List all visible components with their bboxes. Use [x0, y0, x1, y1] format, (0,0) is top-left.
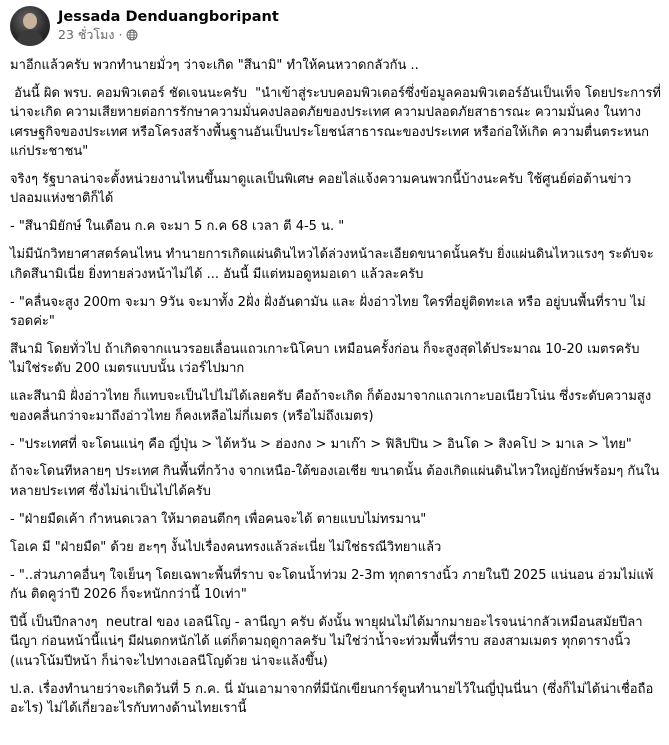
- post-header: [10, 0, 663, 50]
- separator-dot: ·: [118, 27, 123, 42]
- post-paragraph: สึนามิ โดยทั่วไป ถ้าเกิดจากแนวรอยเลื่อนแถวเกาะนิโคบา เหมือนครั้งก่อน ก็จะสูงสุดได้ประมาณ 10-20 เมตรครับ ไม่ใช่ระดับ 200 เมตรแบบนั้น เว่อร์ไปมาก: [10, 341, 644, 377]
- post-timestamp[interactable]: 23 ชั่วโมง: [58, 27, 115, 42]
- globe-icon[interactable]: [126, 29, 138, 41]
- post-paragraph: - "ฝ่ายมืดเค้า กำหนดเวลา ให้มาตอนตีกๆ เพื่อคนจะได้ ตายแบบไม่ทรมาน": [10, 511, 427, 527]
- post-paragraph: ปีนี้ เป็นปีกลางๆ neutral ของ เอลนีโญ - ลานีญา ครับ ดังนั้น พายุฝนไม่ได้มากมายอะไรจนน่ากลัวเหมือนสมัยปีลานีญา ก่อนหน้านี้แน่ๆ มีฝนตกหนักได้ แต่ก็ตามฤดูกาลครับ ไม่ใช่ว่าน้ำจะท่วมพื้นที่ราบ สองสามเมตร ทุกตารางนิ้ว (แนวโน้มปีหน้า ก็น่าจะไปทางเอลนีโญด้วย น่าจะแล้งขึ้น): [10, 614, 643, 669]
- post-subline: [58, 26, 279, 44]
- post-paragraph: - "..ส่วนภาคอื่นๆ ใจเย็นๆ โดยเฉพาะพื้นที่ราบ จะโดนน้ำท่วม 2-3m ทุกตารางนิ้ว ภายในปี 2025 แน่นอน อ่วมไม่แพ้กัน ติดคูว่าปี 2026 ก็จะหนักกว่านี้ 10เท่า": [10, 567, 654, 602]
- post-paragraph: - "ประเทศที่ จะโดนแน่ๆ คือ ญี่ปุ่น > ไต้หวัน > ฮ่องกง > มาเก๊า > ฟิลิปปิน > อินโด > สิงคโป > มาเล > ไทย": [10, 436, 632, 452]
- post-paragraph: - "สึนามิยักษ์ ในเดือน ก.ค จะมา 5 ก.ค 68 เวลา ตี 4-5 น. ": [10, 219, 345, 235]
- post-paragraph: ถ้าจะโดนทีหลายๆ ประเทศ กินพื้นที่กว้าง จากเหนือ-ใต้ของเอเชีย ขนาดนั้น ต้องเกิดแผ่นดินไหวใหญ่ยักษ์พร้อมๆ กันในหลายประเทศ ซึ่งไม่น่าเป็นไปได้ครับ: [10, 464, 660, 499]
- post-paragraph: และสึนามิ ฝั่งอ่าวไทย ก็แทบจะเป็นไปไม่ได้เลยครับ คือถ้าจะเกิด ก็ต้องมาจากแถวเกาะบอเนียวโน่น ซึ่งระดับความสูงของคลื่นกว่าจะมาถึงอ่าวไทย ก็คงเหลือไม่กี่เมตร (หรือไม่ถึงเมตร): [10, 389, 652, 424]
- post-meta: [58, 8, 279, 44]
- author-name[interactable]: Jessada Denduangboripant: [58, 9, 279, 25]
- avatar[interactable]: [10, 6, 50, 46]
- post-paragraph: โอเค มี "ฝ่ายมืด" ด้วย ฮะๆๆ งั้นไปเรื่องคนทรงแล้วล่ะเนี่ย ไม่ใช่ธรณีวิทยาแล้ว: [10, 539, 442, 555]
- post-paragraph: อันนี้ ผิด พรบ. คอมพิวเตอร์ ชัดเจนนะครับ "นำเข้าสู่ระบบคอมพิวเตอร์ซึ่งข้อมูลคอมพิวเตอร์อันเป็นเท็จ โดยประการที่น่าจะเกิด ความเสียหายต่อการรักษาความมั่นคงปลอดภัยของประเทศ ความปลอดภัยสาธารณะ ความมั่นคง ในทางเศรษฐกิจของประเทศ หรือโครงสร้างพื้นฐานอันเป็นประโยชน์สาธารณะของประเทศ หรือก่อให้เกิด ความตื่นตระหนกแก่ประชาชน": [10, 85, 661, 160]
- post-paragraph: ป.ล. เรื่องทำนายว่าจะเกิดวันที่ 5 ก.ค. นี่ มันเอามาจากที่มีนักเขียนการ์ตูนทำนายไว้ในญี่ปุ่นนี่นา (ซึ่งก็ไม่ได้น่าเชื่อถืออะไร) ไม่ได้เกี่ยวอะไรกับทางด้านไทยเรานี้: [10, 681, 654, 716]
- post-paragraph: ไม่มีนักวิทยาศาสตร์คนไหน ทำนายการเกิดแผ่นดินไหวได้ล่วงหน้าละเอียดขนาดนั้นครับ ยิ่งแผ่นดินไหวแรงๆ ระดับจะเกิดสึนามิเนี่ย ยิ่งทายล่วงหน้าไม่ได้ ... อันนี้ มีแต่หมอดูหมอเดา แล้วละครับ: [10, 247, 654, 282]
- post-body: [10, 56, 663, 718]
- post-paragraph: มาอีกแล้วครับ พวกทำนายมั่วๆ ว่าจะเกิด "สึนามิ" ทำให้คนหวาดกลัวกัน ..: [10, 58, 419, 73]
- post-paragraph: - "คลื่นจะสูง 200m จะมา 9วัน จะมาทั้ง 2ฝั่ง ฝั่งอันดามัน และ ฝั่งอ่าวไทย ใครที่อยู่ติดทะเล หรือ อยู่บนพื้นที่ราบ ไม่รอดค่ะ": [10, 294, 646, 329]
- post-paragraph: จริงๆ รัฐบาลน่าจะตั้งหน่วยงานไหนขึ้นมาดูแลเป็นพิเศษ คอยไล่แจ้งความคนพวกนี้บ้างนะครับ ใช้ศูนย์ต่อต้านข่าวปลอมแห่งชาติก็ได้: [10, 172, 632, 207]
